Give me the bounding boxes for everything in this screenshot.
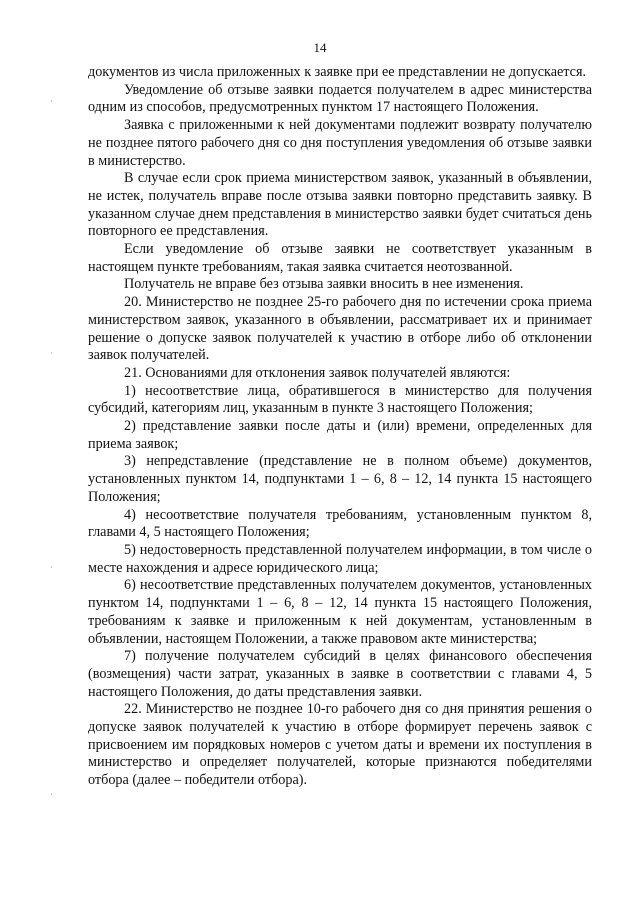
list-item: 6) несоответствие представленных получателем документов, установленных пунктом 14, подпунктами 1 – 6, 8 – 12, 14 пункта 15 настоящего Положения, требованиям к заявке и приложенным к ней документам, установленным в объявлении, настоящем Положении, а также правовом акте министерства; xyxy=(88,577,592,647)
document-body xyxy=(88,64,592,790)
paragraph: Если уведомление об отзыве заявки не соответствует указанным в настоящем пункте требованиям, такая заявка считается неотозванной. xyxy=(88,241,592,275)
paragraph-clause-22: 22. Министерство не позднее 10-го рабочего дня со дня принятия решения о допуске заявок получателей к участию в отборе формирует перечень заявок с присвоением им порядковых номеров с учетом даты и времени их поступления в министерство и определяет получателей, которые признаются победителями отбора (далее – победители отбора). xyxy=(88,701,592,789)
list-item: 4) несоответствие получателя требованиям, установленным пунктом 8, главами 4, 5 настоящего Положения; xyxy=(88,506,592,541)
paragraph: Получатель не вправе без отзыва заявки вносить в нее изменения. xyxy=(124,276,524,293)
list-item: 1) несоответствие лица, обратившегося в министерство для получения субсидий, категориям лиц, указанным в пункте 3 настоящего Положения; xyxy=(88,382,592,417)
paragraph-clause-21: 21. Основаниями для отклонения заявок получателей являются: xyxy=(124,364,511,381)
paragraph-clause-20: 20. Министерство не позднее 25-го рабочего дня по истечении срока приема министерством заявок, указанного в объявлении, рассматривает их и принимает решение о допуске заявок получателей к участию в отборе либо об отклонении заявок получателей. xyxy=(88,294,592,364)
margin-mark: ˙ xyxy=(50,565,53,574)
paragraph: Заявка с приложенными к ней документами подлежит возврату получателю не позднее пятого рабочего дня со дня поступления уведомления об отзыве заявки в министерство. xyxy=(88,117,592,169)
list-item: 7) получение получателем субсидий в целях финансового обеспечения (возмещения) части затрат, указанных в заявке в соответствии с главами 4, 5 настоящего Положения, до даты представления заявки. xyxy=(88,648,592,700)
list-item: 3) непредставление (представление не в полном объеме) документов, установленных пунктом 14, подпунктами 1 – 6, 8 – 12, 14 пункта 15 настоящего Положения; xyxy=(88,453,592,505)
list-item: 2) представление заявки после даты и (или) времени, определенных для приема заявок; xyxy=(88,418,592,452)
margin-mark: ˙ xyxy=(50,99,53,108)
paragraph: В случае если срок приема министерством заявок, указанный в объявлении, не истек, получатель вправе после отзыва заявки повторно представить заявку. В указанном случае днем представления в министерство заявки будет считаться день повторного ее представления. xyxy=(88,170,592,240)
page-number: 14 xyxy=(313,40,327,55)
list-item: 5) недостоверность представленной получателем информации, в том числе о месте нахождения и адресе юридического лица; xyxy=(88,541,592,576)
paragraph-continuation: документов из числа приложенных к заявке при ее представлении не допускается. xyxy=(88,64,587,80)
margin-mark: ˙ xyxy=(50,792,53,801)
paragraph: Уведомление об отзыве заявки подается получателем в адрес министерства одним из способов, предусмотренных пунктом 17 настоящего Положения. xyxy=(88,81,592,116)
margin-mark: ˙ xyxy=(50,351,53,360)
